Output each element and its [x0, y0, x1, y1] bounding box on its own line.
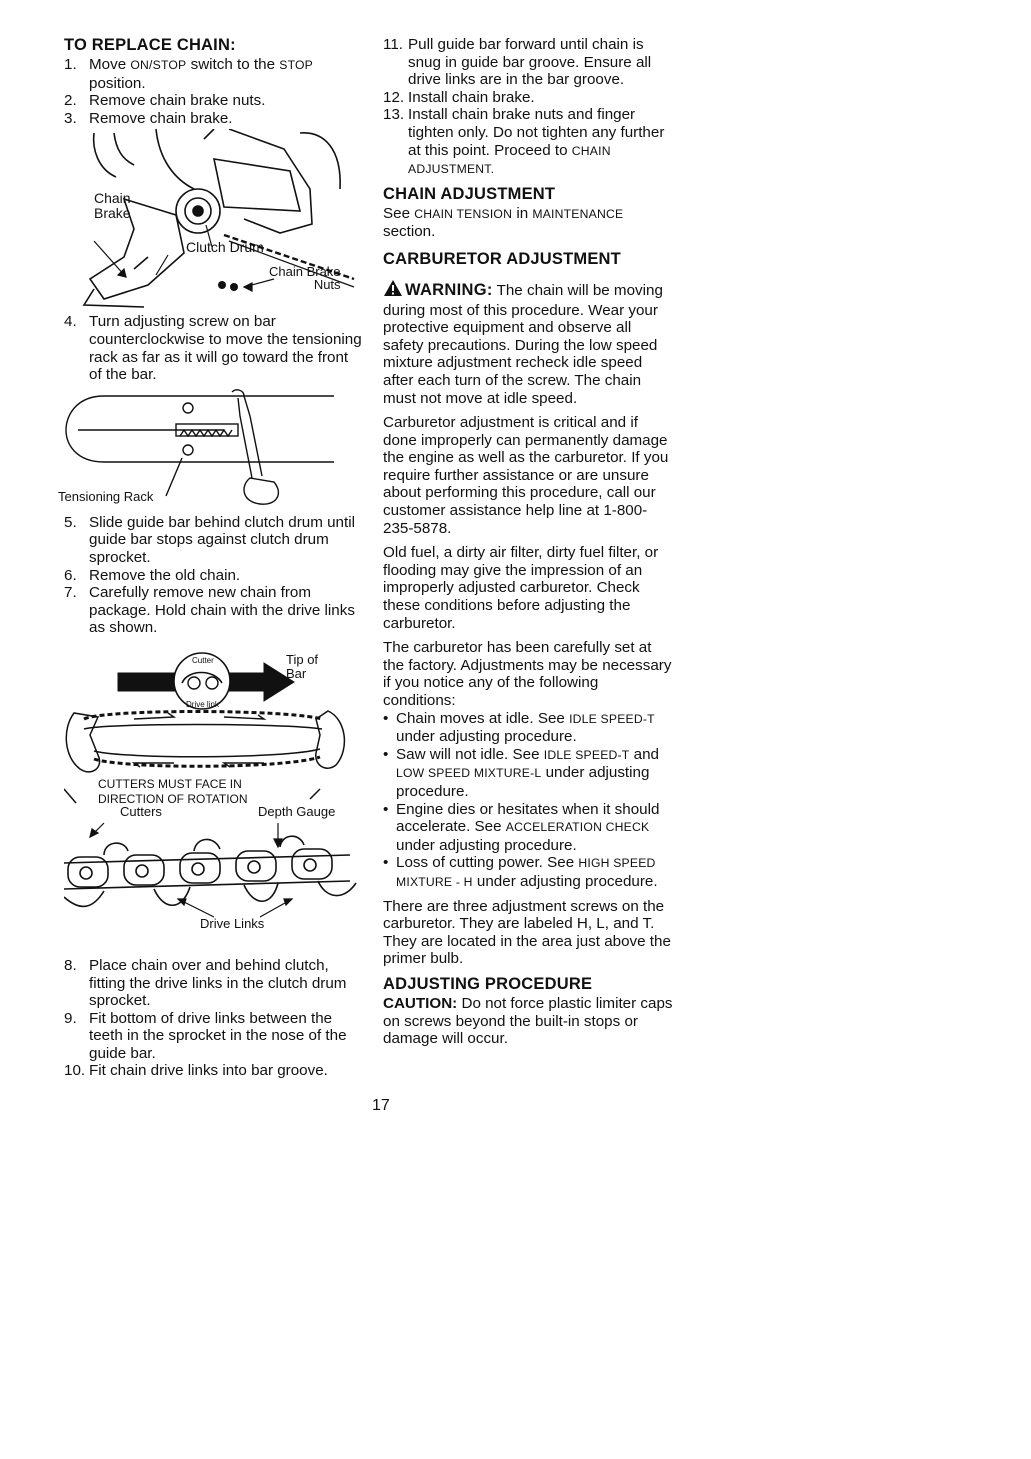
- drive-links-label: Drive Links: [200, 915, 265, 931]
- step-9: 9. Fit bottom of drive links between the teeth in the sprocket in the nose of the guide bar.: [64, 1009, 347, 1062]
- step-6: 6. Remove the old chain.: [64, 566, 241, 584]
- left-column: [58, 36, 364, 1080]
- step-5: 5. Slide guide bar behind clutch drum until guide bar stops against clutch drum sprocket.: [64, 513, 355, 566]
- step-10: 10. Fit chain drive links into bar groove.: [64, 1062, 328, 1080]
- step-7: 7. Carefully remove new chain from package. Hold chain with the drive links as shown.: [64, 584, 355, 637]
- page-number: 17: [372, 1097, 390, 1114]
- caution-paragraph: CAUTION: Do not force plastic limiter caps on screws beyond the built-in stops or damage will occur.: [383, 994, 673, 1048]
- step-number: 2.: [64, 92, 77, 110]
- cutters-label: Cutters: [120, 803, 162, 819]
- carburetor-paragraph-1: Carburetor adjustment is critical and if done improperly can permanently damage the engine as well as the carburetor. If you require further assistance or are unsure about performing this procedure, call our customer assistance help line at 1-800-235-5878.: [383, 414, 669, 537]
- tip-of-bar-label: Tip of Bar: [286, 651, 319, 681]
- conditions-list: [383, 710, 675, 892]
- steps-1-3: [64, 56, 364, 127]
- hold-chain-figure: [64, 639, 364, 807]
- step-number: 5.: [64, 513, 77, 531]
- step-12: 12. Install chain brake.: [383, 88, 535, 106]
- step-1: 1. Move ON/STOP switch to the STOP position.: [64, 56, 314, 92]
- carburetor-paragraph-3: The carburetor has been carefully set at the factory. Adjustments may be necessary if you notice any of the following conditions:: [383, 639, 672, 709]
- warning-label: WARNING:: [405, 280, 493, 299]
- condition-item: • Chain moves at idle. See IDLE SPEED-T under adjusting procedure.: [383, 709, 655, 746]
- condition-item: • Loss of cutting power. See HIGH SPEED MIXTURE - H under adjusting procedure.: [383, 854, 658, 890]
- cutter-small-label: Cutter: [192, 655, 214, 665]
- clutch-drum-label: Clutch Drum: [186, 239, 264, 256]
- step-11: 11. Pull guide bar forward until chain is snug in guide bar groove. Ensure all drive links are in the bar groove.: [383, 36, 652, 89]
- right-column: [383, 36, 675, 1055]
- tensioning-rack-figure: [58, 386, 364, 510]
- carburetor-adjustment-heading: CARBURETOR ADJUSTMENT: [383, 249, 621, 268]
- steps-11-13: [383, 36, 675, 179]
- chain-detail-illustration: [64, 811, 364, 953]
- chain-brake-label: Chain Brake: [94, 190, 131, 222]
- tensioning-rack-label: Tensioning Rack: [58, 488, 154, 504]
- steps-8-10: [64, 957, 364, 1080]
- warning-paragraph: WARNING: The chain will be moving during most of this procedure. Wear your protective equipment and observe all safety precautions. During the low speed mixture adjustment recheck idle speed after each turn of the screw. The chain must not move at idle speed.: [383, 280, 663, 407]
- condition-item: • Engine dies or hesitates when it should accelerate. See ACCELERATION CHECK under adjusting procedure.: [383, 800, 660, 854]
- step-number: 8.: [64, 956, 77, 974]
- step-number: 7.: [64, 584, 77, 602]
- replace-chain-heading: TO REPLACE CHAIN:: [64, 36, 236, 54]
- carburetor-paragraph-4: There are three adjustment screws on the carburetor. They are labeled H, L, and T. They are located in the area just above the primer bulb.: [383, 897, 671, 968]
- step-number: 12.: [383, 88, 405, 106]
- drive-link-small-label: Drive link: [186, 699, 219, 709]
- step-number: 11.: [383, 36, 403, 53]
- step-number: 10.: [64, 1062, 86, 1080]
- adjusting-procedure-heading: ADJUSTING PROCEDURE: [383, 974, 593, 993]
- step-4-list: [64, 313, 364, 383]
- steps-5-7: [64, 514, 364, 637]
- condition-item: • Saw will not idle. See IDLE SPEED-T and LOW SPEED MIXTURE-L under adjusting procedure.: [383, 745, 659, 800]
- step-number: 1.: [64, 56, 77, 73]
- warning-triangle-icon: [383, 279, 403, 302]
- step-number: 3.: [64, 109, 77, 127]
- chain-adjustment-heading: CHAIN ADJUSTMENT: [383, 184, 556, 203]
- step-2: 2. Remove chain brake nuts.: [64, 92, 266, 110]
- step-4: 4. Turn adjusting screw on bar counterclockwise to move the tensioning rack as far as it will go toward the front of the bar.: [64, 313, 362, 384]
- step-3: 3. Remove chain brake.: [64, 109, 233, 127]
- chain-adjustment-text: See CHAIN TENSION in MAINTENANCE section.: [383, 204, 624, 241]
- step-number: 9.: [64, 1009, 77, 1027]
- step-8: 8. Place chain over and behind clutch, fitting the drive links in the clutch drum sprocket.: [64, 956, 347, 1010]
- step-number: 13.: [383, 106, 405, 124]
- chain-detail-figure: [64, 803, 364, 953]
- chain-brake-nuts-label: Chain Brake Nuts: [269, 264, 341, 293]
- chain-brake-figure: [64, 129, 364, 309]
- depth-gauge-label: Depth Gauge: [258, 803, 336, 819]
- caution-label: CAUTION:: [383, 994, 458, 1012]
- step-number: 4.: [64, 313, 77, 331]
- cutters-direction-label: CUTTERS MUST FACE IN DIRECTION OF ROTATION: [98, 776, 248, 806]
- carburetor-paragraph-2: Old fuel, a dirty air filter, dirty fuel filter, or flooding may give the impression of an improperly adjusted carburetor. Check these conditions before adjusting the carburetor.: [383, 544, 659, 632]
- step-number: 6.: [64, 566, 77, 584]
- step-13: 13. Install chain brake nuts and finger tighten only. Do not tighten any further at this point. Proceed to CHAIN ADJUSTMENT.: [383, 106, 665, 177]
